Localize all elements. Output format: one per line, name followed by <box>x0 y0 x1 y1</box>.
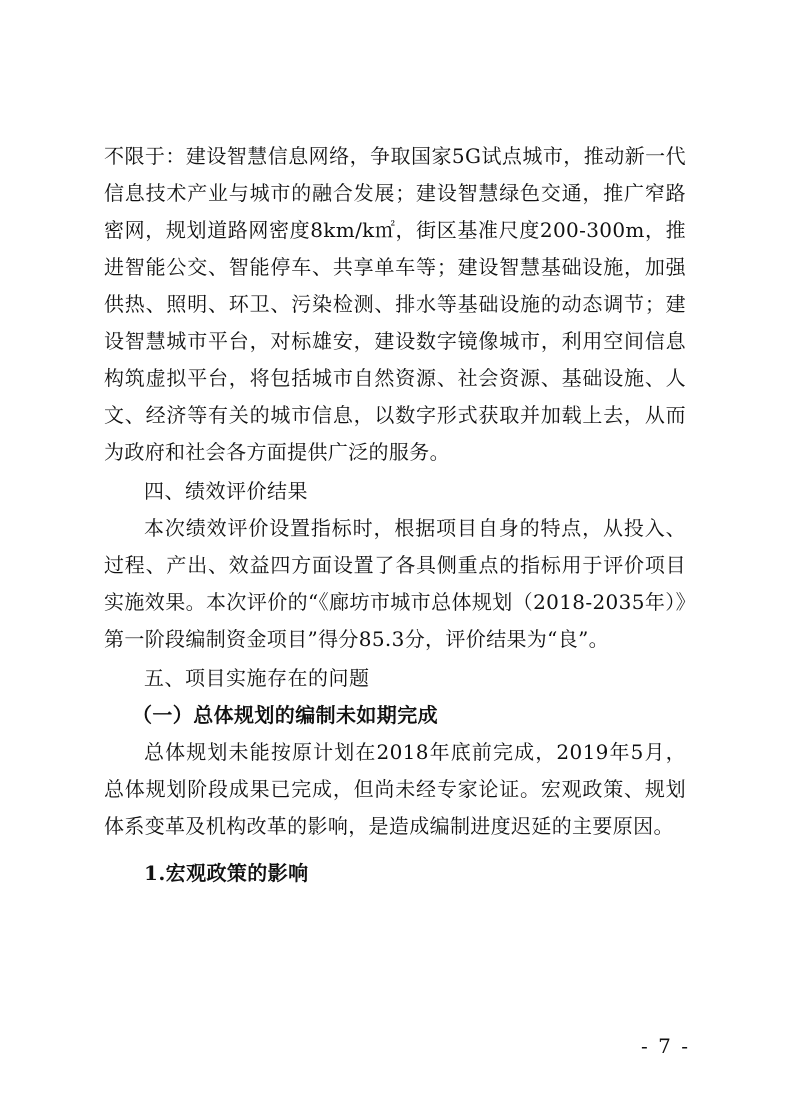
subsection-heading-1: （一）总体规划的编制未如期完成 <box>132 703 438 727</box>
page-number: - 7 - <box>641 1034 690 1058</box>
document-body <box>104 138 686 892</box>
body-paragraph: 本次绩效评价设置指标时，根据项目自身的特点，从投入、过程、产出、效益四方面设置了各具侧重点的指标用于评价项目实施效果。本次评价的“《廊坊市城市总体规划（2018-2035年）》第一阶段编制资金项目”得分85.3分，评价结果为“良”。 <box>104 516 686 651</box>
body-paragraph: 总体规划未能按原计划在2018年底前完成，2019年5月，总体规划阶段成果已完成，但尚未经专家论证。宏观政策、规划体系变革及机构改革的影响，是造成编制进度迟延的主要原因。 <box>104 740 686 838</box>
section-heading-4: 四、绩效评价结果 <box>144 479 308 503</box>
body-paragraph: 不限于：建设智慧信息网络，争取国家5G试点城市，推动新一代信息技术产业与城市的融合发展；建设智慧绿色交通，推广窄路密网，规划道路网密度8km/k㎡，街区基准尺度200-300m，推进智能公交、智能停车、共享单车等；建设智慧基础设施，加强供热、照明、环卫、污染检测、排水等基础设施的动态调节；建设智慧城市平台，对标雄安，建设数字镜像城市，利用空间信息构筑虚拟平台，将包括城市自然资源、社会资源、基础设施、人文、经济等有关的城市信息，以数字形式获取并加载上去，从而为政府和社会各方面提供广泛的服务。 <box>104 144 686 464</box>
section-heading-5: 五、项目实施存在的问题 <box>144 666 370 690</box>
subsection-heading-1-1: 1.宏观政策的影响 <box>144 861 309 885</box>
